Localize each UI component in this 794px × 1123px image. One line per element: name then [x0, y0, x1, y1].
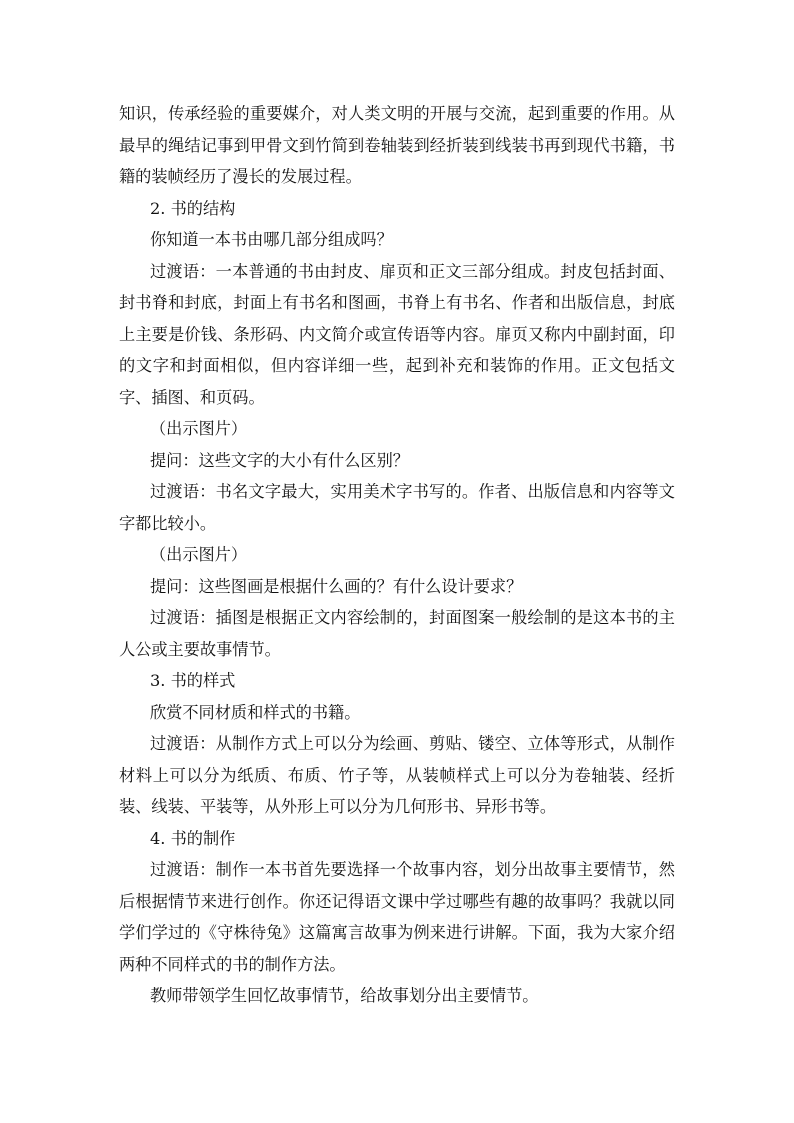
paragraph-transition-structure: 过渡语：一本普通的书由封皮、扉页和正文三部分组成。封皮包括封面、封书脊和封底，封面上有书名和图画，书脊上有书名、作者和出版信息，封底上主要是价钱、条形码、内文简介或宣传语等内容。扉页又称内中副封面，印的文字和封面相似，但内容详细一些，起到补充和装饰的作用。正文包括文字、插图、和页码。	[119, 261, 675, 407]
section-heading-styles: 3. 书的样式	[150, 671, 236, 690]
paragraph-transition-text-size: 过渡语：书名文字最大，实用美术字书写的。作者、出版信息和内容等文字都比较小。	[119, 482, 675, 533]
paragraph-transition-illustration: 过渡语：插图是根据正文内容绘制的，封面图案一般绘制的是这本书的主人公或主要故事情节。	[119, 608, 675, 659]
paragraph-continuation: 知识，传承经验的重要媒介，对人类文明的开展与交流，起到重要的作用。从最早的绳结记事到甲骨文到竹简到卷轴装到经折装到线装书再到现代书籍，书籍的装帧经历了漫长的发展过程。	[119, 104, 675, 186]
paragraph-teacher-guides: 教师带领学生回忆故事情节，给故事划分出主要情节。	[150, 986, 539, 1005]
paragraph-question-text-size: 提问：这些文字的大小有什么区别？	[150, 450, 409, 470]
paragraph-transition-styles: 过渡语：从制作方式上可以分为绘画、剪贴、镂空、立体等形式，从制作材料上可以分为纸质、布质、竹子等，从装帧样式上可以分为卷轴装、经折装、线装、平装等，从外形上可以分为几何形书、异形书等。	[119, 734, 675, 816]
paragraph-question-illustration: 提问：这些图画是根据什么画的？有什么设计要求？	[150, 576, 523, 596]
paragraph-show-picture-1: （出示图片）	[150, 419, 248, 438]
document-body	[119, 98, 675, 1012]
paragraph-transition-making: 过渡语：制作一本书首先要选择一个故事内容，划分出故事主要情节，然后根据情节来进行创作。你还记得语文课中学过哪些有趣的故事吗？我就以同学们学过的《守株待兔》这篇寓言故事为例来进行讲解。下面，我为大家介绍两种不同样式的书的制作方法。	[119, 860, 675, 974]
paragraph-show-picture-2: （出示图片）	[150, 545, 248, 564]
section-heading-making: 4. 书的制作	[150, 828, 236, 848]
section-heading-structure: 2. 书的结构	[150, 198, 236, 218]
paragraph-question-parts: 你知道一本书由哪几部分组成吗？	[150, 230, 393, 249]
paragraph-appreciate-styles: 欣赏不同材质和样式的书籍。	[150, 702, 361, 722]
